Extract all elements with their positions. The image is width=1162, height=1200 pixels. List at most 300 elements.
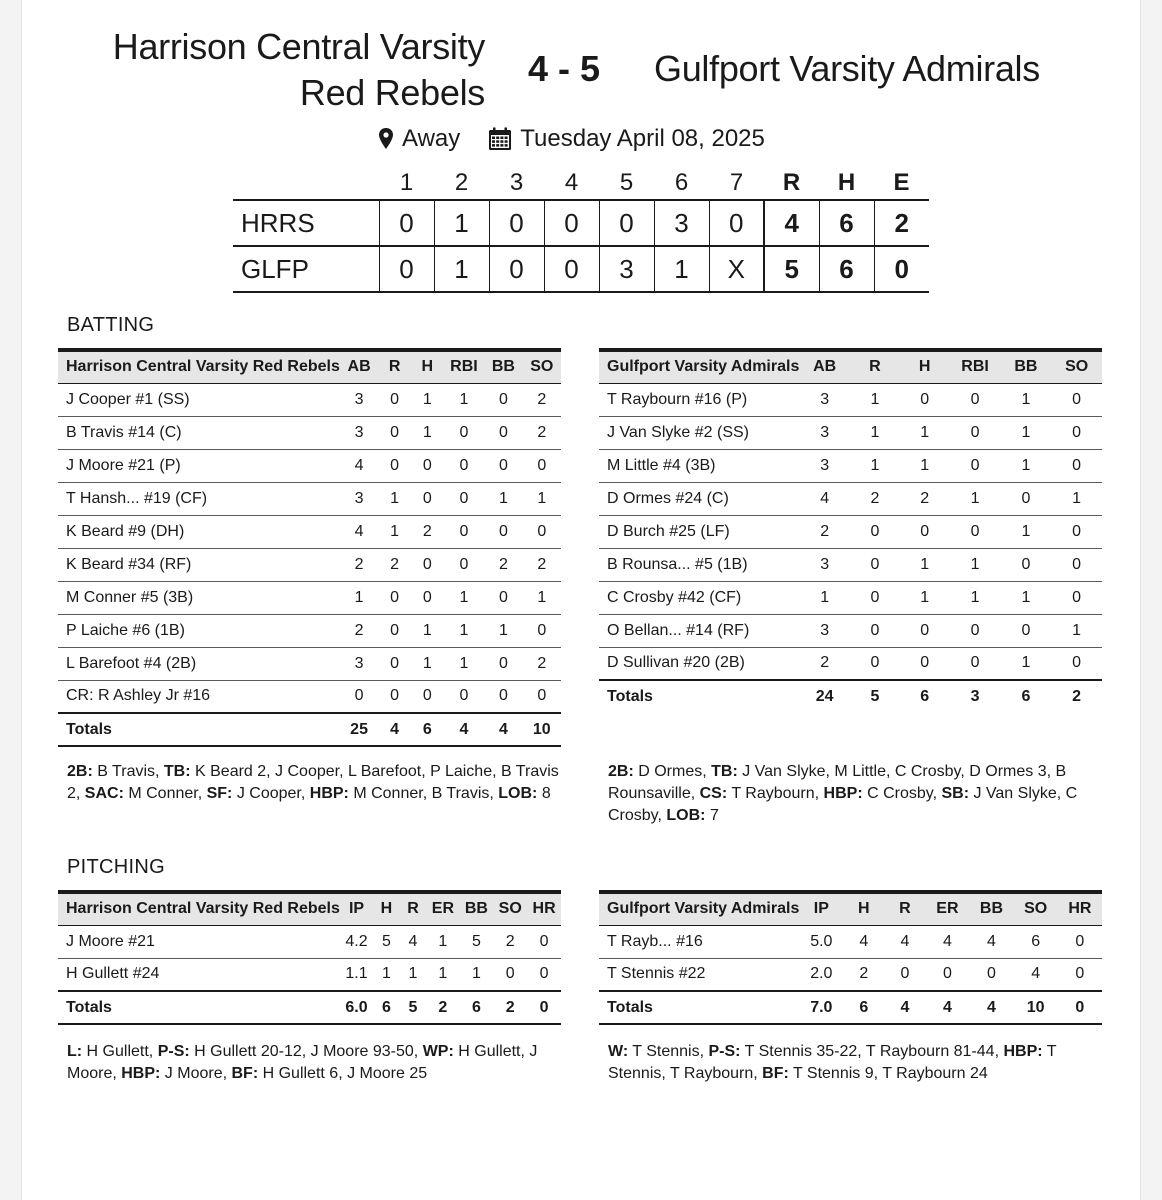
stat-cell: 0 bbox=[484, 383, 522, 416]
inning-score: 0 bbox=[379, 246, 434, 292]
note-text: M Conner, bbox=[123, 785, 207, 802]
stat-cell: 0 bbox=[1051, 515, 1102, 548]
stat-cell: 1 bbox=[373, 958, 400, 991]
player-name: C Crosby #42 (CF) bbox=[599, 581, 799, 614]
table-row bbox=[58, 383, 561, 416]
note-text: J Cooper, bbox=[232, 785, 310, 802]
total-cell: 6 bbox=[843, 991, 884, 1024]
note-label: CS: bbox=[699, 785, 728, 802]
total-cell: 6 bbox=[900, 680, 950, 713]
table-row bbox=[58, 614, 561, 647]
stat-cell: 0 bbox=[1051, 647, 1102, 680]
batting-notes-away bbox=[608, 761, 1103, 827]
note-text: H Gullett, bbox=[82, 1043, 158, 1060]
stat-cell: 2 bbox=[340, 548, 378, 581]
stat-cell: 0 bbox=[850, 515, 900, 548]
stat-cell: 2 bbox=[900, 482, 950, 515]
note-label: LOB: bbox=[498, 785, 538, 802]
game-meta bbox=[378, 122, 765, 156]
stat-cell: 0 bbox=[1051, 416, 1102, 449]
stat-cell: 0 bbox=[1001, 482, 1052, 515]
table-header-row bbox=[599, 350, 1102, 383]
stat-cell: 1 bbox=[378, 482, 411, 515]
table-row bbox=[58, 680, 561, 713]
table-header-row bbox=[599, 892, 1102, 925]
totals-label: Totals bbox=[58, 991, 340, 1024]
note-label: W: bbox=[608, 1043, 629, 1060]
stat-cell: 1 bbox=[950, 482, 1001, 515]
stat-cell: 2 bbox=[523, 383, 561, 416]
note-text: T Raybourn, bbox=[727, 785, 824, 802]
note-text: 7 bbox=[705, 807, 719, 824]
total-cell: 0 bbox=[1058, 991, 1102, 1024]
note-text: K Beard 2, J Cooper, L Barefoot, P Laiche, B Travis 2, bbox=[67, 763, 559, 802]
totals-row bbox=[58, 713, 561, 746]
stat-cell: 3 bbox=[340, 383, 378, 416]
location-label: Away bbox=[402, 125, 461, 152]
stat-column-header: RBI bbox=[444, 350, 485, 383]
player-name: CR: R Ashley Jr #16 bbox=[58, 680, 340, 713]
note-label: TB: bbox=[163, 763, 191, 780]
total-cell: 6 bbox=[411, 713, 444, 746]
pitching-table-home bbox=[58, 890, 561, 1025]
stat-cell: 4 bbox=[884, 925, 925, 958]
stat-cell: 0 bbox=[378, 614, 411, 647]
map-pin-icon bbox=[378, 127, 394, 151]
inning-score: 0 bbox=[489, 200, 544, 246]
stat-cell: 1 bbox=[378, 515, 411, 548]
batting-table-home bbox=[58, 348, 561, 747]
stat-column-header: H bbox=[411, 350, 444, 383]
stat-cell: 4 bbox=[969, 925, 1013, 958]
stat-cell: 4 bbox=[340, 515, 378, 548]
final-score: 4 - 5 bbox=[528, 48, 601, 89]
runs-total: 4 bbox=[764, 200, 819, 246]
stat-cell: 0 bbox=[1051, 548, 1102, 581]
player-name: J Van Slyke #2 (SS) bbox=[599, 416, 799, 449]
table-row bbox=[599, 925, 1102, 958]
table-header-row bbox=[58, 350, 561, 383]
stat-cell: 1 bbox=[411, 614, 444, 647]
batting-table-away bbox=[599, 348, 1102, 713]
player-name: D Burch #25 (LF) bbox=[599, 515, 799, 548]
stat-cell: 0 bbox=[850, 581, 900, 614]
hits-total: 6 bbox=[819, 246, 874, 292]
runs-total: 5 bbox=[764, 246, 819, 292]
stat-cell: 0 bbox=[444, 449, 485, 482]
table-row bbox=[58, 581, 561, 614]
total-cell: 4 bbox=[969, 991, 1013, 1024]
stat-cell: 0 bbox=[900, 515, 950, 548]
player-name: B Travis #14 (C) bbox=[58, 416, 340, 449]
inning-header: 7 bbox=[729, 168, 744, 196]
table-row bbox=[599, 416, 1102, 449]
stat-cell: 0 bbox=[411, 482, 444, 515]
stat-cell: 1 bbox=[900, 581, 950, 614]
totals-row bbox=[58, 991, 561, 1024]
stat-cell: 0 bbox=[950, 383, 1001, 416]
stat-cell: 2 bbox=[799, 647, 850, 680]
stat-cell: 0 bbox=[1001, 548, 1052, 581]
stat-column-header: H bbox=[373, 892, 400, 925]
inning-header: 5 bbox=[619, 168, 634, 196]
stat-cell: 0 bbox=[884, 958, 925, 991]
inning-score: 0 bbox=[544, 246, 599, 292]
stat-cell: 0 bbox=[444, 680, 485, 713]
table-row bbox=[58, 515, 561, 548]
stat-cell: 1 bbox=[1051, 614, 1102, 647]
stat-cell: 0 bbox=[523, 515, 561, 548]
total-cell: 5 bbox=[400, 991, 427, 1024]
note-text: C Crosby, bbox=[862, 785, 942, 802]
note-text: M Conner, B Travis, bbox=[348, 785, 499, 802]
hits-total: 6 bbox=[819, 200, 874, 246]
total-cell: 4 bbox=[444, 713, 485, 746]
player-name: H Gullett #24 bbox=[58, 958, 340, 991]
stat-cell: 0 bbox=[484, 581, 522, 614]
table-header-row bbox=[58, 892, 561, 925]
batting-section-title: BATTING bbox=[67, 314, 155, 336]
stat-cell: 1 bbox=[411, 647, 444, 680]
stat-cell: 4 bbox=[340, 449, 378, 482]
stat-cell: 1 bbox=[1001, 449, 1052, 482]
stat-cell: 1 bbox=[426, 958, 459, 991]
stat-cell: 0 bbox=[523, 449, 561, 482]
stat-cell: 1 bbox=[411, 416, 444, 449]
stat-column-header: R bbox=[884, 892, 925, 925]
table-row bbox=[599, 581, 1102, 614]
stat-column-header: RBI bbox=[950, 350, 1001, 383]
stat-cell: 0 bbox=[484, 680, 522, 713]
player-name: T Stennis #22 bbox=[599, 958, 799, 991]
note-label: SAC: bbox=[84, 785, 124, 802]
inning-header: 2 bbox=[454, 168, 469, 196]
player-name: L Barefoot #4 (2B) bbox=[58, 647, 340, 680]
note-text: 8 bbox=[537, 785, 551, 802]
stat-cell: 0 bbox=[527, 925, 561, 958]
stat-cell: 0 bbox=[378, 449, 411, 482]
team-column-header: Gulfport Varsity Admirals bbox=[599, 350, 799, 383]
linescore-row-away bbox=[233, 246, 929, 292]
inning-score: 0 bbox=[489, 246, 544, 292]
total-cell: 10 bbox=[523, 713, 561, 746]
calendar-icon bbox=[488, 127, 512, 151]
total-cell: 25 bbox=[340, 713, 378, 746]
table-row bbox=[58, 449, 561, 482]
inning-score: X bbox=[709, 246, 764, 292]
table-row bbox=[58, 548, 561, 581]
team-abbr: GLFP bbox=[233, 246, 379, 292]
stat-cell: 5.0 bbox=[799, 925, 843, 958]
stat-cell: 0 bbox=[900, 614, 950, 647]
player-name: B Rounsa... #5 (1B) bbox=[599, 548, 799, 581]
player-name: D Sullivan #20 (2B) bbox=[599, 647, 799, 680]
totals-label: Totals bbox=[599, 991, 799, 1024]
player-name: T Raybourn #16 (P) bbox=[599, 383, 799, 416]
stat-column-header: R bbox=[378, 350, 411, 383]
inning-score: 3 bbox=[654, 200, 709, 246]
stat-cell: 1 bbox=[523, 581, 561, 614]
inning-score: 0 bbox=[709, 200, 764, 246]
note-label: 2B: bbox=[608, 763, 634, 780]
errors-total: 0 bbox=[874, 246, 929, 292]
stat-cell: 1 bbox=[444, 383, 485, 416]
stat-cell: 0 bbox=[444, 416, 485, 449]
stat-cell: 3 bbox=[340, 647, 378, 680]
note-label: 2B: bbox=[67, 763, 93, 780]
stat-cell: 0 bbox=[411, 680, 444, 713]
inning-header: 3 bbox=[509, 168, 524, 196]
stat-cell: 2 bbox=[523, 647, 561, 680]
stat-cell: 0 bbox=[378, 581, 411, 614]
stat-cell: 6 bbox=[1014, 925, 1058, 958]
left-border bbox=[0, 0, 22, 1200]
note-label: L: bbox=[67, 1043, 83, 1060]
player-name: K Beard #9 (DH) bbox=[58, 515, 340, 548]
stat-cell: 1 bbox=[799, 581, 850, 614]
hits-header: H bbox=[837, 168, 856, 196]
note-label: BF: bbox=[762, 1065, 789, 1082]
totals-label: Totals bbox=[599, 680, 799, 713]
linescore-row-home bbox=[233, 200, 929, 246]
table-row bbox=[599, 383, 1102, 416]
game-header bbox=[0, 22, 1162, 122]
stat-cell: 1 bbox=[900, 416, 950, 449]
note-label: WP: bbox=[422, 1043, 454, 1060]
stat-cell: 0 bbox=[340, 680, 378, 713]
stat-cell: 1 bbox=[850, 449, 900, 482]
total-cell: 24 bbox=[799, 680, 850, 713]
note-text: T Stennis 35-22, T Raybourn 81-44, bbox=[740, 1043, 1004, 1060]
total-cell: 4 bbox=[484, 713, 522, 746]
stat-column-header: SO bbox=[493, 892, 527, 925]
stat-column-header: IP bbox=[799, 892, 843, 925]
stat-column-header: SO bbox=[523, 350, 561, 383]
linescore-corner bbox=[233, 166, 379, 200]
stat-cell: 4.2 bbox=[340, 925, 373, 958]
stat-cell: 3 bbox=[799, 548, 850, 581]
note-text: T Stennis, T Raybourn, bbox=[608, 1043, 1057, 1082]
player-name: T Rayb... #16 bbox=[599, 925, 799, 958]
table-row bbox=[599, 482, 1102, 515]
stat-cell: 0 bbox=[411, 581, 444, 614]
stat-cell: 2 bbox=[484, 548, 522, 581]
stat-cell: 0 bbox=[900, 647, 950, 680]
stat-cell: 0 bbox=[378, 416, 411, 449]
total-cell: 7.0 bbox=[799, 991, 843, 1024]
stat-cell: 0 bbox=[850, 548, 900, 581]
stat-cell: 0 bbox=[444, 548, 485, 581]
table-row bbox=[599, 958, 1102, 991]
note-label: LOB: bbox=[666, 807, 706, 824]
stat-column-header: SO bbox=[1051, 350, 1102, 383]
stat-column-header: H bbox=[843, 892, 884, 925]
stat-cell: 0 bbox=[925, 958, 969, 991]
player-name: T Hansh... #19 (CF) bbox=[58, 482, 340, 515]
stat-cell: 2 bbox=[493, 925, 527, 958]
stat-cell: 3 bbox=[799, 383, 850, 416]
stat-column-header: R bbox=[400, 892, 427, 925]
inning-score: 3 bbox=[599, 246, 654, 292]
stat-cell: 1 bbox=[950, 581, 1001, 614]
stat-cell: 0 bbox=[850, 614, 900, 647]
total-cell: 5 bbox=[850, 680, 900, 713]
stat-cell: 0 bbox=[484, 647, 522, 680]
stat-cell: 3 bbox=[340, 416, 378, 449]
total-cell: 6 bbox=[1001, 680, 1052, 713]
inning-score: 0 bbox=[599, 200, 654, 246]
note-text: T Stennis 9, T Raybourn 24 bbox=[788, 1065, 988, 1082]
player-name: D Ormes #24 (C) bbox=[599, 482, 799, 515]
total-cell: 2 bbox=[1051, 680, 1102, 713]
table-row bbox=[58, 416, 561, 449]
pitching-section-title: PITCHING bbox=[67, 856, 165, 878]
note-label: SB: bbox=[941, 785, 970, 802]
stat-cell: 1 bbox=[523, 482, 561, 515]
stat-cell: 0 bbox=[950, 647, 1001, 680]
total-cell: 4 bbox=[884, 991, 925, 1024]
stat-cell: 2 bbox=[850, 482, 900, 515]
stat-cell: 1 bbox=[1001, 647, 1052, 680]
team-column-header: Harrison Central Varsity Red Rebels bbox=[58, 892, 340, 925]
stat-cell: 2 bbox=[843, 958, 884, 991]
stat-column-header: SO bbox=[1014, 892, 1058, 925]
stat-column-header: ER bbox=[426, 892, 459, 925]
pitching-notes-home bbox=[67, 1041, 562, 1085]
stat-cell: 1 bbox=[950, 548, 1001, 581]
stat-column-header: HR bbox=[527, 892, 561, 925]
stat-column-header: ER bbox=[925, 892, 969, 925]
stat-cell: 0 bbox=[484, 449, 522, 482]
stat-cell: 0 bbox=[969, 958, 1013, 991]
stat-cell: 0 bbox=[411, 449, 444, 482]
stat-cell: 1 bbox=[1001, 383, 1052, 416]
total-cell: 4 bbox=[378, 713, 411, 746]
stat-column-header: BB bbox=[969, 892, 1013, 925]
note-label: HBP: bbox=[309, 785, 349, 802]
stat-cell: 5 bbox=[373, 925, 400, 958]
player-name: J Cooper #1 (SS) bbox=[58, 383, 340, 416]
pitching-notes-away bbox=[608, 1041, 1103, 1085]
total-cell: 4 bbox=[925, 991, 969, 1024]
table-row bbox=[58, 482, 561, 515]
stat-cell: 0 bbox=[1001, 614, 1052, 647]
team-column-header: Gulfport Varsity Admirals bbox=[599, 892, 799, 925]
home-team-name-line2: Red Rebels bbox=[299, 72, 485, 113]
stat-cell: 1 bbox=[340, 581, 378, 614]
table-row bbox=[599, 515, 1102, 548]
inning-score: 0 bbox=[544, 200, 599, 246]
total-cell: 2 bbox=[426, 991, 459, 1024]
stat-column-header: AB bbox=[799, 350, 850, 383]
note-label: TB: bbox=[711, 763, 738, 780]
totals-label: Totals bbox=[58, 713, 340, 746]
note-label: HBP: bbox=[121, 1065, 161, 1082]
stat-cell: 1 bbox=[1001, 416, 1052, 449]
total-cell: 2 bbox=[493, 991, 527, 1024]
total-cell: 3 bbox=[950, 680, 1001, 713]
player-name: K Beard #34 (RF) bbox=[58, 548, 340, 581]
inning-header: 4 bbox=[564, 168, 579, 196]
stat-cell: 0 bbox=[378, 680, 411, 713]
inning-score: 1 bbox=[654, 246, 709, 292]
stat-cell: 1 bbox=[850, 416, 900, 449]
player-name: O Bellan... #14 (RF) bbox=[599, 614, 799, 647]
pitching-table-away bbox=[599, 890, 1102, 1025]
stat-cell: 1 bbox=[1001, 581, 1052, 614]
stat-column-header: AB bbox=[340, 350, 378, 383]
totals-row bbox=[599, 680, 1102, 713]
stat-cell: 2 bbox=[799, 515, 850, 548]
date-label: Tuesday April 08, 2025 bbox=[520, 125, 765, 152]
stat-cell: 1 bbox=[1001, 515, 1052, 548]
team-abbr: HRRS bbox=[233, 200, 379, 246]
note-text: J Moore, bbox=[160, 1065, 232, 1082]
stat-cell: 1 bbox=[900, 449, 950, 482]
stat-cell: 2 bbox=[523, 416, 561, 449]
linescore-table bbox=[233, 166, 929, 293]
runs-header: R bbox=[782, 168, 801, 196]
stat-cell: 0 bbox=[523, 614, 561, 647]
stat-cell: 4 bbox=[925, 925, 969, 958]
stat-cell: 1 bbox=[484, 482, 522, 515]
stat-cell: 4 bbox=[843, 925, 884, 958]
stat-cell: 0 bbox=[950, 449, 1001, 482]
stat-cell: 3 bbox=[340, 482, 378, 515]
stat-cell: 0 bbox=[900, 383, 950, 416]
total-cell: 0 bbox=[527, 991, 561, 1024]
player-name: P Laiche #6 (1B) bbox=[58, 614, 340, 647]
stat-cell: 1 bbox=[444, 647, 485, 680]
note-label: P-S: bbox=[157, 1043, 190, 1060]
total-cell: 6.0 bbox=[340, 991, 373, 1024]
note-text: H Gullett 20-12, J Moore 93-50, bbox=[189, 1043, 423, 1060]
note-label: P-S: bbox=[708, 1043, 741, 1060]
stat-cell: 2 bbox=[340, 614, 378, 647]
stat-column-header: H bbox=[900, 350, 950, 383]
stat-cell: 0 bbox=[444, 515, 485, 548]
team-column-header: Harrison Central Varsity Red Rebels bbox=[58, 350, 340, 383]
note-text: J Van Slyke, M Little, C Crosby, D Ormes 3, B Rounsaville, bbox=[608, 763, 1067, 802]
stat-column-header: BB bbox=[460, 892, 494, 925]
totals-row bbox=[599, 991, 1102, 1024]
stat-cell: 2 bbox=[411, 515, 444, 548]
total-cell: 10 bbox=[1014, 991, 1058, 1024]
note-text: B Travis, bbox=[92, 763, 164, 780]
stat-cell: 1 bbox=[426, 925, 459, 958]
note-label: BF: bbox=[231, 1065, 259, 1082]
table-row bbox=[58, 647, 561, 680]
table-row bbox=[599, 647, 1102, 680]
stat-cell: 0 bbox=[950, 614, 1001, 647]
table-row bbox=[599, 449, 1102, 482]
stat-cell: 0 bbox=[950, 416, 1001, 449]
away-team-name: Gulfport Varsity Admirals bbox=[654, 48, 1040, 89]
stat-cell: 0 bbox=[378, 647, 411, 680]
stat-cell: 0 bbox=[1051, 581, 1102, 614]
stat-column-header: R bbox=[850, 350, 900, 383]
stat-column-header: IP bbox=[340, 892, 373, 925]
stat-cell: 2.0 bbox=[799, 958, 843, 991]
stat-cell: 1.1 bbox=[340, 958, 373, 991]
inning-score: 1 bbox=[434, 200, 489, 246]
total-cell: 6 bbox=[460, 991, 494, 1024]
stat-cell: 0 bbox=[1058, 958, 1102, 991]
stat-cell: 1 bbox=[1051, 482, 1102, 515]
note-text: H Gullett 6, J Moore 25 bbox=[258, 1065, 428, 1082]
stat-cell: 3 bbox=[799, 614, 850, 647]
stat-cell: 2 bbox=[378, 548, 411, 581]
